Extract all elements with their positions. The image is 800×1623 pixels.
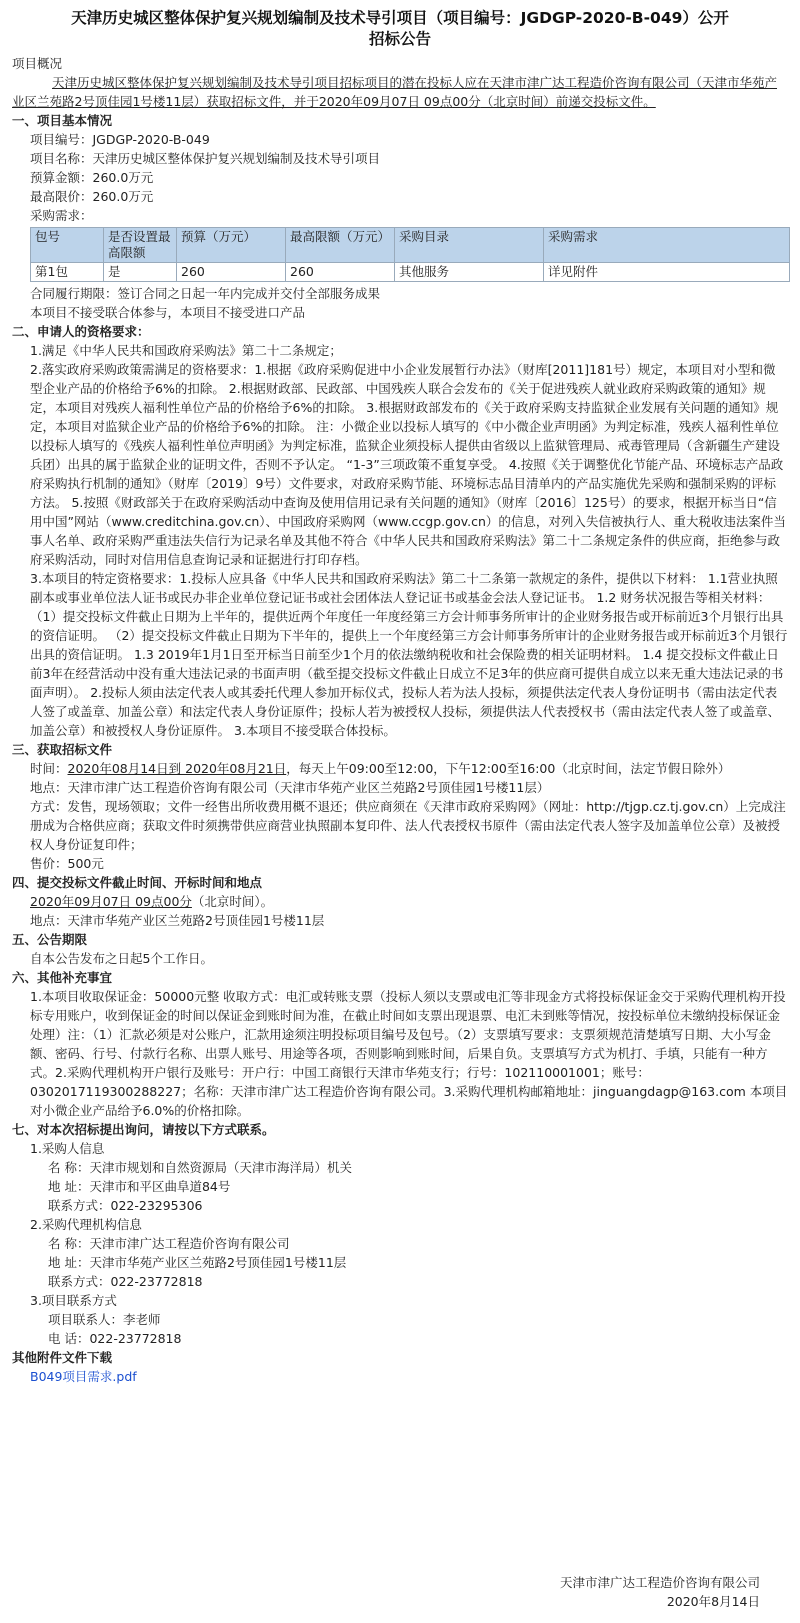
section-5-heading: 五、公告期限	[12, 932, 88, 947]
cell-limit-set: 是	[104, 263, 177, 282]
section-3-heading: 三、获取招标文件	[12, 742, 113, 757]
obtain-time-range: 2020年08月14日到 2020年08月21日	[67, 761, 287, 776]
overview-text-part-3: （北京时间）前递交投标文件。	[480, 94, 656, 109]
title-line-1: 天津历史城区整体保护复兴规划编制及技术导引项目（项目编号：JGDGP-2020-B-049）公开	[71, 9, 729, 27]
overview-deadline: 2020年09月07日 09点00分	[318, 94, 481, 109]
section-1-body	[12, 130, 788, 225]
max-price: 最高限价：260.0万元	[30, 189, 154, 204]
obtain-time	[30, 759, 788, 778]
obtain-place: 地点：天津市津广达工程造价咨询有限公司（天津市华苑产业区兰苑路2号顶佳园1号楼11层）	[30, 780, 550, 795]
page-title	[12, 8, 788, 50]
col-header-demand: 采购需求	[544, 228, 790, 263]
col-header-max-limit: 最高限额（万元）	[286, 228, 395, 263]
footer-company: 天津市津广达工程造价咨询有限公司	[559, 1575, 760, 1590]
attachments-heading: 其他附件文件下载	[12, 1350, 113, 1365]
obtain-method: 方式：发售，现场领取；文件一经售出所收费用概不退还；供应商须在《天津市政府采购网》（网址：http://tjgp.cz.tj.gov.cn）上完成注册成为合格供应商；获取文件时须携带供应商营业执照副本复印件、法人代表授权书原件（需由法定代表人签字及加盖单位公章）及被授权人身份证复印件；	[30, 799, 786, 852]
section-4-body	[12, 892, 788, 930]
budget-amount: 预算金额：260.0万元	[30, 170, 154, 185]
cell-package: 第1包	[31, 263, 104, 282]
attachments-list	[12, 1367, 788, 1386]
submission-deadline	[30, 892, 788, 911]
contract-term: 合同履行期限：签订合同之日起一年内完成并交付全部服务成果	[30, 286, 381, 301]
buyer-address: 地 址：天津市和平区曲阜道84号	[48, 1179, 231, 1194]
project-number: 项目编号：JGDGP-2020-B-049	[30, 132, 210, 147]
qualification-item-3: 3.本项目的特定资格要求：1.投标人应具备《中华人民共和国政府采购法》第二十二条第一款规定的条件，提供以下材料： 1.1营业执照副本或事业单位法人证书或民办非企业单位登记证书或社会团体法人登记证书或基金会法人登记证书。 1.2 财务状况报告等相关材料：（1）提交投标文件截止日期为上半年的，提供近两个年度任一年度经第三方会计师事务所审计的企业财务报告或开标前近3个月银行出具的资信证明。 （2）提交投标文件截止日期为下半年的，提供上一个年度经第三方会计师事务所审计的企业财务报告或开标前近3个月银行出具的资信证明。 1.3 2019年1月1日至开标当日前至少1个月的依法缴纳税收和社会保险费的相关证明材料。 1.4 提交投标文件截止日前3年在经营活动中没有重大违法记录的书面声明（截至提交投标文件截止日成立不足3年的供应商可提供自成立以来无重大违法记录的书面声明）。 2.投标人须由法定代表人或其委托代理人参加开标仪式，投标人若为法人投标，须提供法定代表人身份证明书（需由法定代表人签了或盖章、加盖公章）和法定代表人身份证原件；投标人若为被授权人投标，须提供法人代表授权书（需由法定代表人签了或盖章、加盖公章）和被授权人身份证原件。 3.本项目不接受联合体投标。	[30, 571, 788, 738]
section-5-body	[12, 949, 788, 968]
buyer-name: 名 称：天津市规划和自然资源局（天津市海洋局）机关	[48, 1160, 352, 1175]
qualification-item-1: 1.满足《中华人民共和国政府采购法》第二十二条规定；	[30, 343, 342, 358]
cell-catalog: 其他服务	[395, 263, 544, 282]
submission-deadline-date: 2020年09月07日 09点00分	[30, 894, 192, 909]
section-1-heading: 一、项目基本情况	[12, 113, 113, 128]
title-line-2: 招标公告	[368, 30, 431, 48]
section-3-body	[12, 759, 788, 873]
submission-deadline-suffix: （北京时间）。	[191, 894, 274, 909]
col-header-limit-set: 是否设置最高限额	[104, 228, 177, 263]
cell-budget: 260	[177, 263, 286, 282]
overview-text-part-1: 天津历史城区整体保护复兴规划编制及技术导引项目招标项目的潜在投标人应在天津市津广达工程造价咨询有限公司（天津市华苑产业区兰苑路2号顶佳园1号楼11层）获取招标文件，并于	[12, 75, 778, 109]
buyer-contact: 联系方式：022-23295306	[48, 1198, 203, 1213]
agency-name: 名 称：天津市津广达工程造价咨询有限公司	[48, 1236, 290, 1251]
footer-signature	[560, 1573, 760, 1611]
agency-contact: 联系方式：022-23772818	[48, 1274, 203, 1289]
requirements-table	[30, 227, 790, 282]
obtain-time-label: 时间：	[30, 761, 68, 776]
overview-text	[12, 73, 788, 111]
section-2-heading: 二、申请人的资格要求：	[12, 324, 150, 339]
col-header-catalog: 采购目录	[395, 228, 544, 263]
demand-label: 采购需求：	[30, 208, 93, 223]
supplementary-text: 1.本项目收取保证金：50000元整 收取方式：电汇或转账支票（投标人须以支票或电汇等非现金方式将投标保证金交于采购代理机构开投标专用账户，收到保证金的时间以保证金到账时间为准，在截止时间如支票出现退票、电汇未到账等情况，按投标单位未缴纳投标保证金处理）注：（1）汇款必须是对公账户，汇款用途须注明投标项目编号及包号。（2）支票填写要求：支票须规范清楚填写日期、大小写金额、密码、行号、付款行名称、出票人账号、用途等各项，否则影响到账时间，后果自负。支票填写方式为机打、手填，只能有一种方式。2.采购代理机构开户银行及账号：开户行：中国工商银行天津市华苑支行；行号：102110001001；账号：0302017119300288227；名称：天津市津广达工程造价咨询有限公司。3.采购代理机构邮箱地址：jinguangdagp@163.com 本项目对小微企业产品给予6.0%的价格扣除。	[30, 989, 788, 1118]
attachment-link[interactable]: B049项目需求.pdf	[30, 1369, 137, 1384]
project-contact-phone: 电 话：022-23772818	[48, 1331, 182, 1346]
section-7-body	[12, 1139, 788, 1348]
table-row	[31, 263, 790, 282]
section-6-heading: 六、其他补充事宜	[12, 970, 113, 985]
col-header-budget: 预算（万元）	[177, 228, 286, 263]
announcement-period: 自本公告发布之日起5个工作日。	[30, 951, 213, 966]
overview-heading: 项目概况	[12, 56, 63, 71]
cell-max-limit: 260	[286, 263, 395, 282]
agency-heading: 2.采购代理机构信息	[30, 1217, 142, 1232]
section-2-body	[12, 341, 788, 740]
section-6-body	[12, 987, 788, 1120]
requirements-table-header	[31, 228, 790, 263]
agency-address: 地 址：天津市华苑产业区兰苑路2号顶佳园1号楼11层	[48, 1255, 347, 1270]
cell-demand: 详见附件	[544, 263, 790, 282]
qualification-item-2: 2.落实政府采购政策需满足的资格要求：1.根据《政府采购促进中小企业发展暂行办法》（财库[2011]181号）规定，本项目对小型和微型企业产品的价格给予6%的扣除。 2.根据财政部、民政部、中国残疾人联合会发布的《关于促进残疾人就业政府采购政策的通知》规定，本项目对残疾人福利性单位产品的价格给予6%的扣除。 3.根据财政部发布的《关于政府采购支持监狱企业发展有关问题的通知》规定，本项目对监狱企业产品的价格给予6%的扣除。 注：小微企业以投标人填写的《中小微企业声明函》为判定标准，残疾人福利性单位以投标人填写的《残疾人福利性单位声明函》为判定标准，监狱企业须投标人提供由省级以上监狱管理局、戒毒管理局（含新疆生产建设兵团）出具的属于监狱企业的证明文件，否则不予认定。 “1-3”三项政策不重复享受。 4.按照《关于调整优化节能产品、环境标志产品政府采购执行机制的通知》（财库〔2019〕9号）文件要求，对政府采购节能、环境标志品目清单内的产品实施优先采购和强制采购的评标方法。 5.按照《财政部关于在政府采购活动中查询及使用信用记录有关问题的通知》（财库〔2016〕125号）的要求，根据开标当日“信用中国”网站（www.creditchina.gov.cn）、中国政府采购网（www.ccgp.gov.cn）的信息，对列入失信被执行人、重大税收违法案件当事人名单、政府采购严重违法失信行为记录名单及其他不符合《中华人民共和国政府采购法》第二十二条规定条件的供应商，拒绝参与政府采购活动，同时对信用信息查询记录和证据进行打印存档。	[30, 362, 786, 567]
section-4-heading: 四、提交投标文件截止时间、开标时间和地点	[12, 875, 263, 890]
consortium-note: 本项目不接受联合体参与，本项目不接受进口产品	[30, 305, 306, 320]
project-contact-heading: 3.项目联系方式	[30, 1293, 117, 1308]
opening-place: 地点：天津市华苑产业区兰苑路2号顶佳园1号楼11层	[30, 913, 325, 928]
buyer-heading: 1.采购人信息	[30, 1141, 105, 1156]
col-header-package: 包号	[31, 228, 104, 263]
obtain-price: 售价：500元	[30, 856, 104, 871]
project-name: 项目名称：天津历史城区整体保护复兴规划编制及技术导引项目	[30, 151, 381, 166]
footer-date: 2020年8月14日	[666, 1594, 760, 1609]
section-1-tail	[12, 284, 788, 322]
obtain-time-rest: ，每天上午09:00至12:00，下午12:00至16:00（北京时间，法定节假日除外）	[286, 761, 731, 776]
project-contact-person: 项目联系人：李老师	[48, 1312, 161, 1327]
section-7-heading: 七、对本次招标提出询问，请按以下方式联系。	[12, 1122, 275, 1137]
